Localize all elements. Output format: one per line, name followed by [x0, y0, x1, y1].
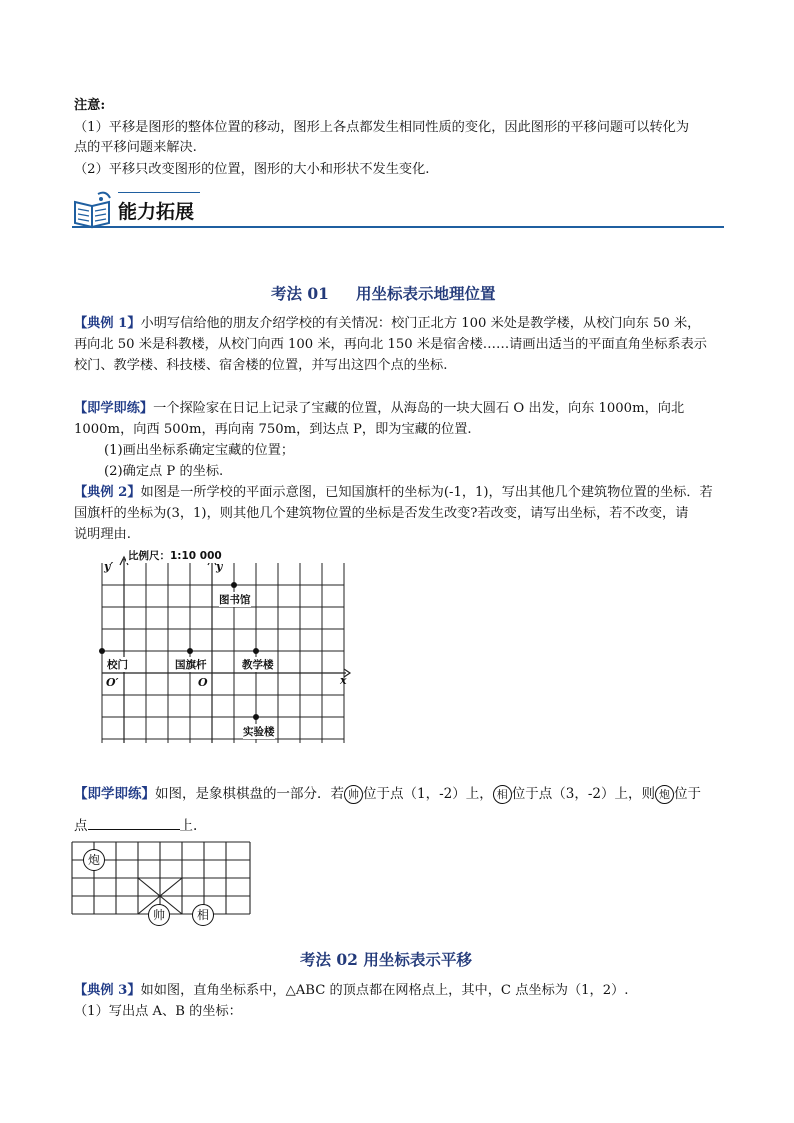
teaching-building-label: 教学楼 [242, 659, 274, 671]
practice-2-text-c: 位于点（3，-2）上，则 [511, 786, 655, 802]
example-1-text: 小明写信给他的朋友介绍学校的有关情况：校门正北方 100 米处是教学楼，从校门向东 50 米， [140, 316, 701, 331]
flagpole-label: 国旗杆 [175, 659, 207, 671]
section-1-title: 考法 01 用坐标表示地理位置 [271, 284, 496, 303]
notes-line-2: 点的平移问题来解决. [74, 140, 197, 155]
practice-1-line-1 [74, 398, 684, 419]
practice-1-line-2: 1000m，向西 500m，再向南 750m，到达点 P，即为宝藏的位置. [74, 422, 472, 437]
practice-1-text: 一个探险家在日记上记录了宝藏的位置，从海岛的一块大圆石 O 出发，向东 1000m，向北 [153, 401, 685, 416]
map-grid [102, 563, 344, 743]
pao-chess-piece: 炮 [83, 849, 105, 871]
ability-banner [72, 188, 724, 232]
example-2-line-2: 国旗杆的坐标为(3，1)，则其他几个建筑物位置的坐标是否发生改变?若改变，请写出坐标，若不改变，请 [74, 506, 689, 521]
banner-title: 能力拓展 [118, 201, 195, 223]
library-point [231, 582, 237, 588]
practice-2-text-a: 如图，是象棋棋盘的一部分．若 [155, 786, 344, 802]
map-scale-label: 比例尺：1:10 000 [128, 550, 222, 562]
example-1-tag: 【典例 1】 [74, 316, 141, 331]
teaching-building-point [253, 648, 259, 654]
banner-top-line [118, 192, 200, 193]
library-label: 图书馆 [219, 594, 251, 606]
practice-2-text-e: 点 [74, 818, 88, 834]
example-2-line-1 [74, 482, 713, 503]
practice-1-tag: 【即学即练】 [74, 401, 154, 416]
y-label: y [216, 560, 223, 573]
x-label: x [340, 674, 347, 687]
lab-building-label: 实验楼 [243, 726, 275, 738]
notes-line-1: （1）平移是图形的整体位置的移动，图形上各点都发生相同性质的变化，因此图形的平移问题可以转化为 [74, 120, 690, 135]
example-1-line-2: 再向北 50 米是科教楼，从校门向西 100 米，再向北 150 米是宿舍楼……请画出适当的平面直角坐标系表示 [74, 337, 707, 352]
lab-building-point [253, 714, 259, 720]
practice-2-line-1 [74, 784, 701, 805]
example-2-tag: 【典例 2】 [74, 485, 141, 500]
example-3-line-2: （1）写出点 A、B 的坐标： [74, 1004, 242, 1019]
flagpole-point [187, 648, 193, 654]
gate-label: 校门 [107, 659, 128, 671]
practice-2-text-f: 上. [179, 818, 198, 834]
practice-2-text-d: 位于 [674, 786, 701, 802]
pao-piece-icon: 炮 [655, 785, 674, 804]
practice-2-text-b: 位于点（1，-2）上， [363, 786, 493, 802]
shuai-chess-piece: 帅 [148, 904, 170, 926]
example-2-line-3: 说明理由. [74, 527, 131, 542]
answer-blank[interactable] [88, 815, 180, 830]
example-3-text: 如如图，直角坐标系中，△ABC 的顶点都在网格点上，其中，C 点坐标为（1，2）. [140, 983, 629, 998]
shuai-piece-icon: 帅 [344, 785, 363, 804]
practice-1-line-4: (2)确定点 P 的坐标. [104, 464, 224, 479]
gate-point [99, 648, 105, 654]
example-1-line-1 [74, 313, 700, 334]
origin-prime-label: O′ [106, 676, 119, 689]
notes-heading: 注意: [74, 98, 106, 113]
school-map-figure [98, 545, 358, 745]
example-3-line-1 [74, 980, 628, 1001]
open-book-icon [72, 190, 116, 230]
practice-2-tag: 【即学即练】 [74, 786, 155, 802]
xiang-chess-piece: 相 [192, 904, 214, 926]
example-2-text: 如图是一所学校的平面示意图，已知国旗杆的坐标为(-1，1)，写出其他几个建筑物位置的坐标．若 [140, 485, 713, 500]
practice-2-line-2 [74, 815, 197, 837]
origin-label: O [198, 676, 208, 689]
example-3-tag: 【典例 3】 [74, 983, 141, 998]
xiang-piece-icon: 相 [493, 785, 512, 804]
section-2-title: 考法 02 用坐标表示平移 [300, 950, 472, 969]
example-1-line-3: 校门、教学楼、科技楼、宿舍楼的位置，并写出这四个点的坐标. [74, 358, 448, 373]
practice-1-line-3: (1)画出坐标系确定宝藏的位置； [104, 443, 295, 458]
notes-line-3: （2）平移只改变图形的位置，图形的大小和形状不发生变化. [74, 162, 430, 177]
banner-rule [72, 226, 724, 228]
y-prime-label: y′ [104, 560, 114, 573]
